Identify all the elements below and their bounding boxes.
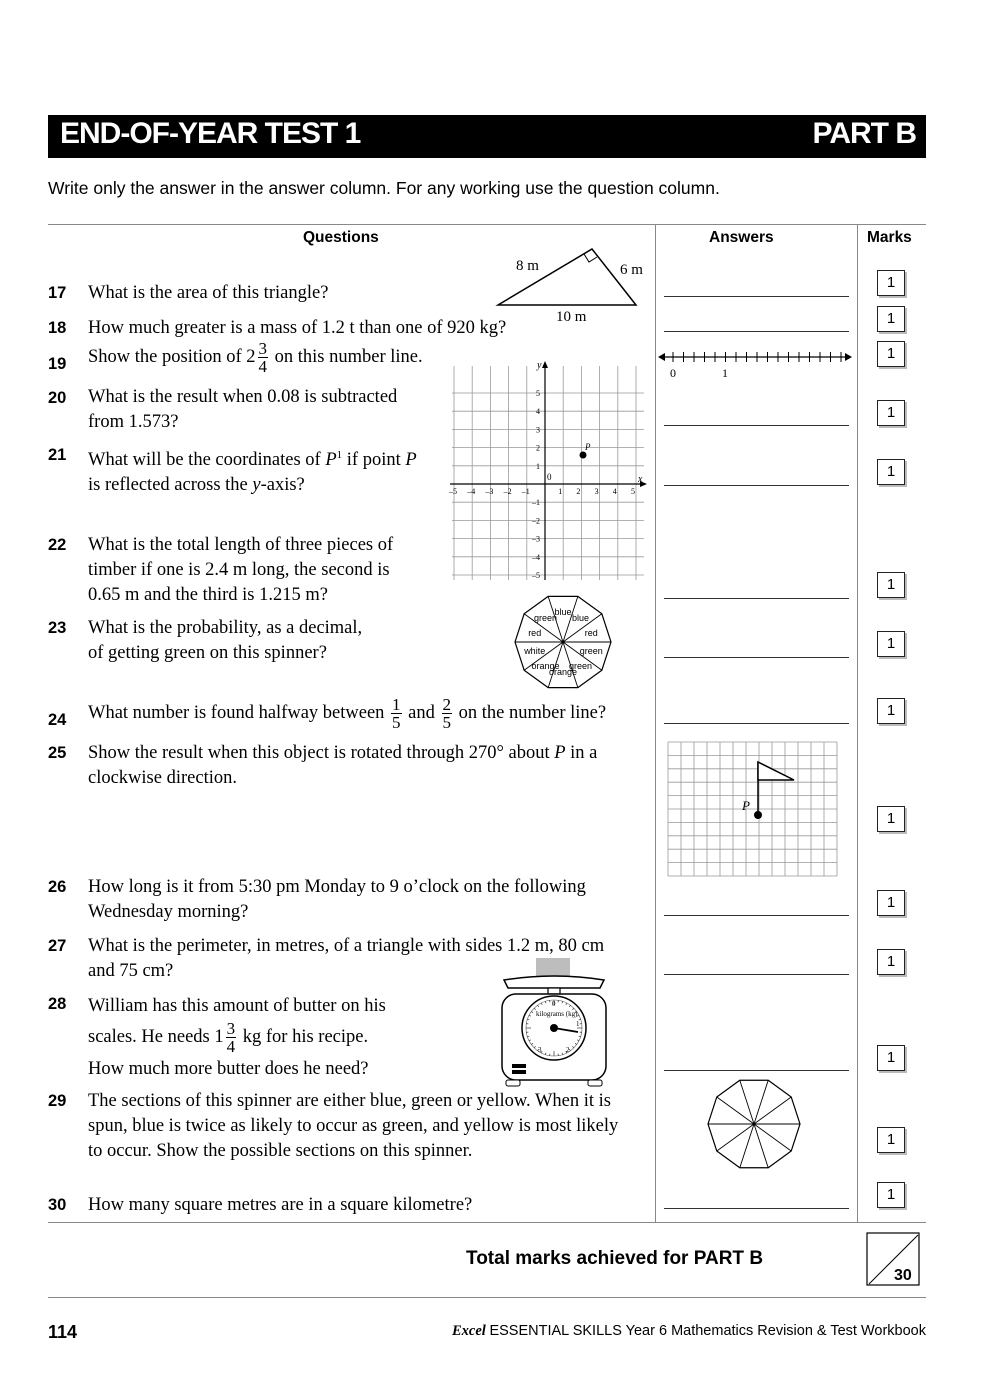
- y-tick-label: 1: [536, 461, 540, 471]
- mark-box-20: 1: [877, 400, 905, 426]
- instructions: Write only the answer in the answer column. For any working use the question column.: [48, 178, 720, 198]
- answer-line-24[interactable]: [664, 723, 849, 724]
- dial-number-1: 1: [576, 1020, 580, 1028]
- mark-box-17: 1: [877, 270, 905, 296]
- mark-box-25: 1: [877, 806, 905, 832]
- answer-line-23[interactable]: [664, 657, 849, 658]
- blank-spinner[interactable]: [706, 1076, 802, 1172]
- x-tick-label: –2: [503, 487, 512, 496]
- question-30-text: How many square metres are in a square kilometre?: [88, 1195, 473, 1215]
- x-tick-label: 2: [576, 487, 581, 496]
- number-line-label-0: 0: [670, 366, 676, 380]
- triangle-side-b: 6 m: [620, 262, 643, 278]
- question-17-text: What is the area of this triangle?: [88, 283, 329, 303]
- question-25-text: Show the result when this object is rotated through 270° about P in a clockwise direction.: [88, 743, 598, 788]
- part-label: PART B: [812, 117, 916, 150]
- spinner-label: orange: [531, 661, 560, 672]
- footer-rule: [48, 1297, 926, 1298]
- question-26-text: How long is it from 5:30 pm Monday to 9 o’clock on the following Wednesday morning?: [88, 877, 586, 922]
- answer-line-17[interactable]: [664, 296, 849, 297]
- table-bottom-rule: [48, 1222, 926, 1223]
- answer-line-20[interactable]: [664, 425, 849, 426]
- question-number: 27: [48, 937, 67, 955]
- answer-line-26[interactable]: [664, 915, 849, 916]
- mark-box-19: 1: [877, 341, 905, 367]
- y-tick-label: –4: [532, 552, 540, 562]
- y-tick-label: 4: [536, 407, 540, 417]
- question-number: 25: [48, 744, 67, 762]
- question-number: 17: [48, 284, 67, 302]
- marks-column-divider: [857, 224, 858, 1222]
- answer-line-28[interactable]: [664, 1070, 849, 1071]
- question-number: 18: [48, 319, 67, 337]
- marks-header: Marks: [867, 229, 912, 246]
- question-23-text: What is the probability, as a decimal, of getting green on this spinner?: [88, 618, 363, 663]
- kitchen-scales: [496, 956, 614, 1090]
- question-27-text: What is the perimeter, in metres, of a triangle with sides 1.2 m, 80 cm and 75 cm?: [88, 936, 605, 981]
- title-banner: [48, 115, 926, 158]
- question-number: 23: [48, 619, 67, 637]
- dial-number-0: 0: [552, 1000, 556, 1008]
- spinner-label: green: [568, 661, 593, 672]
- test-title: END-OF-YEAR TEST 1: [60, 117, 361, 150]
- y-tick-label: –1: [532, 498, 540, 508]
- question-number: 30: [48, 1196, 67, 1214]
- question-number: 24: [48, 711, 67, 729]
- fraction: $\frac{3}{4}$: [226, 1019, 236, 1056]
- dial-number-3: 3: [538, 1046, 542, 1054]
- total-out-of: 30: [894, 1267, 912, 1284]
- mark-box-27: 1: [877, 949, 905, 975]
- number-line-label-1: 1: [722, 366, 728, 380]
- spinner-label: blue: [571, 612, 590, 623]
- x-tick-label: –1: [521, 487, 530, 496]
- question-number: 21: [48, 446, 67, 464]
- spinner-label: orange: [548, 666, 578, 677]
- right-arrow-icon: [845, 353, 852, 361]
- footer-title: Excel ESSENTIAL SKILLS Year 6 Mathematics Revision & Test Workbook: [451, 1323, 926, 1339]
- x-tick-label: –3: [485, 487, 494, 496]
- question-number: 29: [48, 1092, 67, 1110]
- spinner-label: red: [584, 627, 598, 638]
- spinner-label: blue: [554, 607, 572, 618]
- mark-box-24: 1: [877, 698, 905, 724]
- brand-logo: Excel: [451, 1323, 486, 1339]
- rotation-point-label: P: [742, 798, 750, 813]
- origin-label: 0: [547, 472, 552, 482]
- y-tick-label: –3: [532, 534, 540, 544]
- dial-number-2: 2: [566, 1046, 570, 1054]
- x-axis-label: x: [638, 474, 643, 485]
- question-18-text: How much greater is a mass of 1.2 t than one of 920 kg?: [88, 318, 507, 338]
- question-21-text: What will be the coordinates of $P^1$ if point P is reflected across the y-axis?: [88, 449, 417, 496]
- spinner-label: green: [579, 646, 603, 657]
- y-tick-label: 3: [536, 425, 540, 435]
- question-19-text: Show the position of 2 $\frac{3}{4}$ on this number line.: [88, 339, 423, 376]
- question-number: 19: [48, 355, 67, 373]
- answer-line-27[interactable]: [664, 974, 849, 975]
- x-tick-label: 3: [594, 487, 599, 496]
- fraction: $\frac{1}{5}$: [392, 695, 401, 732]
- answer-line-30[interactable]: [664, 1208, 849, 1209]
- answers-header: Answers: [709, 229, 774, 246]
- question-number: 22: [48, 536, 67, 554]
- x-tick-label: –5: [449, 487, 457, 496]
- coordinate-grid: [448, 358, 658, 584]
- answer-line-22[interactable]: [664, 598, 849, 599]
- x-tick-label: 1: [558, 487, 563, 496]
- spinner-label: red: [528, 627, 542, 638]
- rotation-point: [754, 811, 762, 819]
- question-number: 28: [48, 995, 67, 1013]
- spinner-label: white: [524, 646, 546, 657]
- question-24-text: What number is found halfway between $\frac{1}{5}$ and $\frac{2}{5}$ on the number line?: [88, 695, 607, 732]
- questions-header: Questions: [303, 229, 379, 246]
- table-top-rule: [48, 224, 926, 225]
- total-score-box[interactable]: [866, 1232, 922, 1288]
- y-tick-label: –5: [532, 571, 540, 580]
- total-marks-label: Total marks achieved for PART B: [466, 1248, 764, 1269]
- y-tick-label: 5: [536, 389, 540, 398]
- right-angle-mark: [584, 254, 597, 262]
- spinner-label: green: [533, 612, 558, 623]
- flag-shape: [758, 762, 794, 780]
- mark-box-23: 1: [877, 631, 905, 657]
- scale-pan: [504, 976, 604, 988]
- fraction: $\frac{3}{4}$: [258, 339, 268, 376]
- y-tick-label: –2: [532, 516, 540, 526]
- page-number: 114: [48, 1322, 78, 1342]
- answer-line-21[interactable]: [664, 485, 849, 486]
- mark-box-30: 1: [877, 1182, 905, 1208]
- mark-box-18: 1: [877, 306, 905, 332]
- rotation-grid[interactable]: [664, 740, 849, 878]
- left-arrow-icon: [658, 353, 665, 361]
- mark-box-22: 1: [877, 572, 905, 598]
- question-29-text: The sections of this spinner are either blue, green or yellow. When it is spun, blue is twice as likely to occur as green, and yellow is most likely to occur. Show the possible sections on this spinner.: [88, 1091, 619, 1161]
- x-tick-label: –4: [467, 487, 476, 496]
- scale-button: [512, 1064, 526, 1068]
- x-tick-label: 4: [612, 487, 617, 496]
- triangle-diagram: [490, 238, 660, 338]
- question-number: 20: [48, 389, 67, 407]
- fraction: $\frac{2}{5}$: [442, 695, 452, 732]
- question-28-text: William has this amount of butter on his scales. He needs 1 $\frac{3}{4}$ kg for his recipe. How much more butter does he need?: [88, 996, 386, 1079]
- colour-spinner: [510, 592, 616, 692]
- y-axis-label: y: [537, 360, 542, 371]
- mark-box-26: 1: [877, 890, 905, 916]
- triangle-side-c: 10 m: [556, 309, 587, 325]
- question-22-text: What is the total length of three pieces of timber if one is 2.4 m long, the second is 0.65 m and the third is 1.215 m?: [88, 535, 394, 605]
- mark-box-29: 1: [877, 1127, 905, 1153]
- number-line: [656, 344, 856, 384]
- mark-box-21: 1: [877, 459, 905, 485]
- triangle-side-a: 8 m: [516, 258, 539, 274]
- question-20-text: What is the result when 0.08 is subtracted from 1.573?: [88, 387, 398, 432]
- x-tick-label: 5: [631, 487, 635, 496]
- mark-box-28: 1: [877, 1045, 905, 1071]
- y-tick-label: 2: [536, 443, 540, 453]
- answer-line-18[interactable]: [664, 331, 849, 332]
- point-p-label: P: [585, 442, 591, 452]
- dial-label: kilograms (kg): [536, 1010, 578, 1018]
- point-p: [580, 452, 587, 459]
- question-number: 26: [48, 878, 67, 896]
- y-arrow-icon: [542, 361, 548, 368]
